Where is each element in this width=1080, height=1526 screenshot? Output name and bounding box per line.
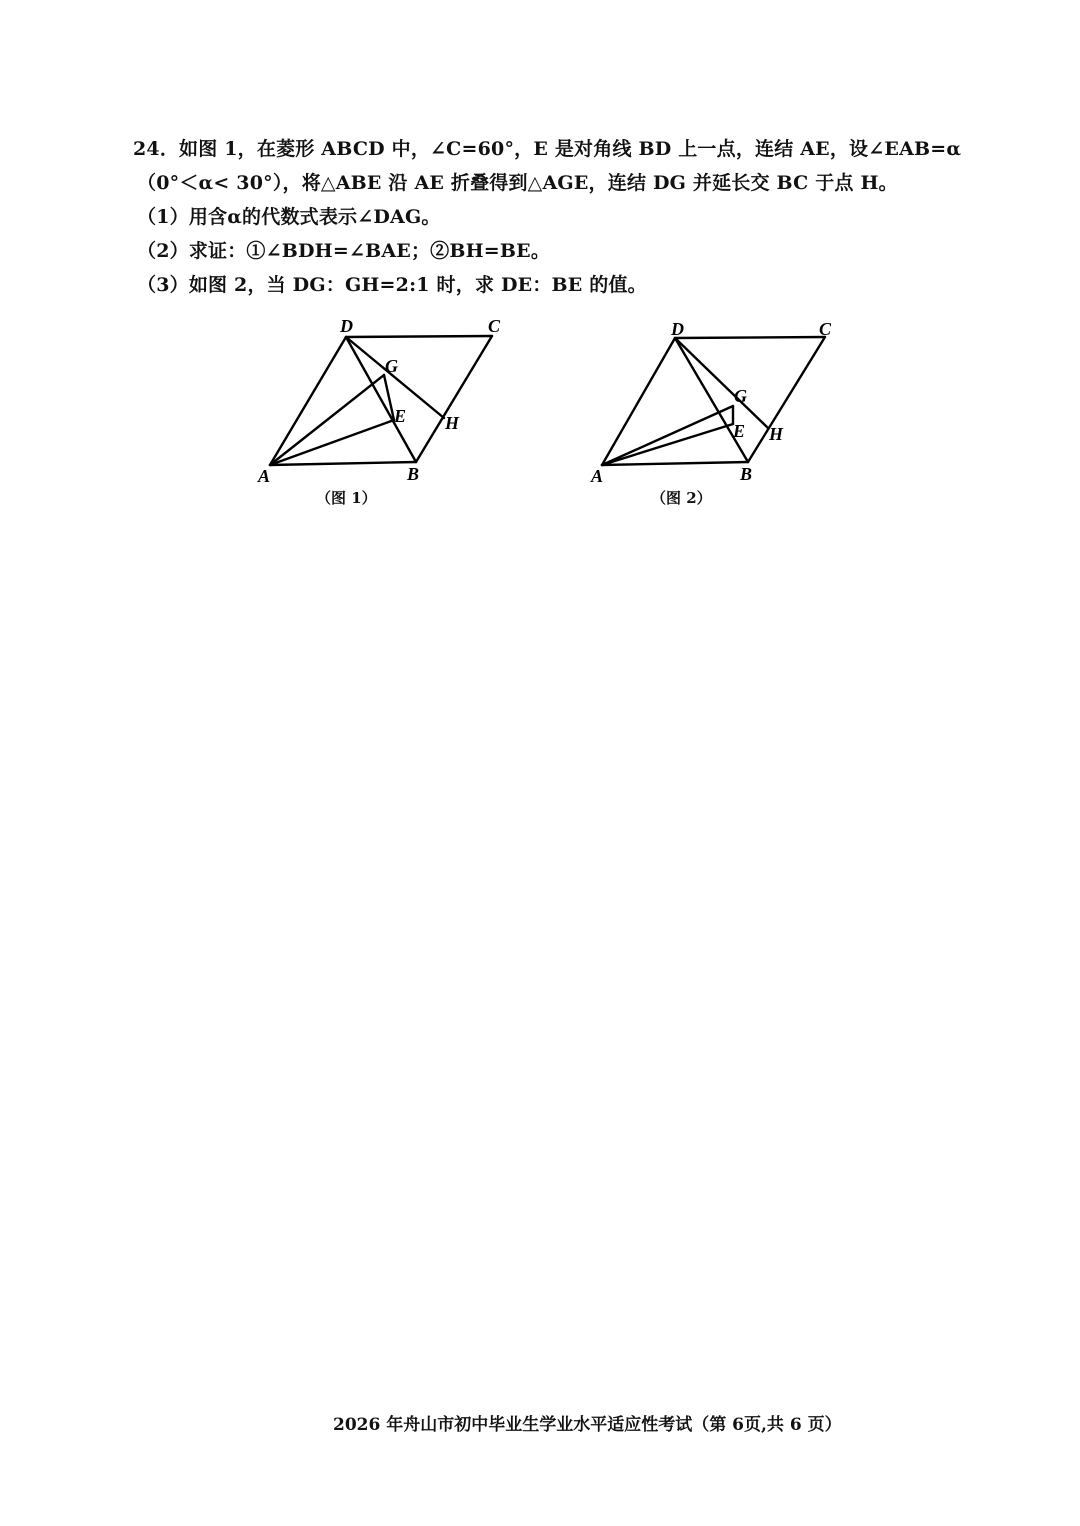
segment-CD: [675, 337, 825, 338]
label-D: D: [671, 319, 684, 339]
segment-BC: [416, 336, 492, 462]
label-A: A: [258, 466, 271, 486]
question-part-2: （2）求证：①∠BDH=∠BAE；②BH=BE。: [137, 240, 551, 262]
geometry-figure-2: [585, 310, 855, 490]
label-B: B: [407, 464, 420, 484]
label-C: C: [819, 319, 832, 339]
segment-AG: [602, 406, 733, 465]
segment-DB: [346, 337, 416, 462]
label-B: B: [740, 464, 753, 484]
figure-2-caption: （图 2）: [651, 489, 712, 507]
label-H: H: [769, 424, 784, 444]
question-part-1: （1）用含α的代数式表示∠DAG。: [137, 206, 441, 228]
label-G: G: [385, 356, 398, 376]
label-C: C: [488, 316, 501, 336]
geometry-figure-1: [250, 310, 520, 490]
segment-AB: [270, 462, 416, 465]
question-stem-line-2: （0°＜α< 30°），将△ABE 沿 AE 折叠得到△AGE，连结 DG 并延长交 BC 于点 H。: [137, 172, 898, 194]
label-D: D: [340, 316, 353, 336]
label-H: H: [445, 413, 460, 433]
segment-DA: [270, 337, 346, 465]
segment-BC: [748, 337, 825, 462]
segment-AG: [270, 375, 384, 465]
question-stem-line-1: 24．如图 1，在菱形 ABCD 中，∠C=60°，E 是对角线 BD 上一点，连结 AE，设∠EAB=α: [133, 138, 962, 160]
page-footer: 2026 年舟山市初中毕业生学业水平适应性考试（第 6页,共 6 页）: [333, 1415, 842, 1435]
question-part-3: （3）如图 2，当 DG：GH=2:1 时，求 DE：BE 的值。: [137, 274, 647, 296]
segment-AB: [602, 462, 748, 465]
figure-1-caption: （图 1）: [316, 489, 377, 507]
segment-AE: [270, 420, 394, 465]
label-E: E: [394, 406, 407, 426]
label-E: E: [733, 421, 746, 441]
segment-DH: [675, 338, 768, 428]
label-A: A: [591, 466, 604, 486]
segment-CD: [346, 336, 492, 337]
label-G: G: [734, 386, 747, 406]
